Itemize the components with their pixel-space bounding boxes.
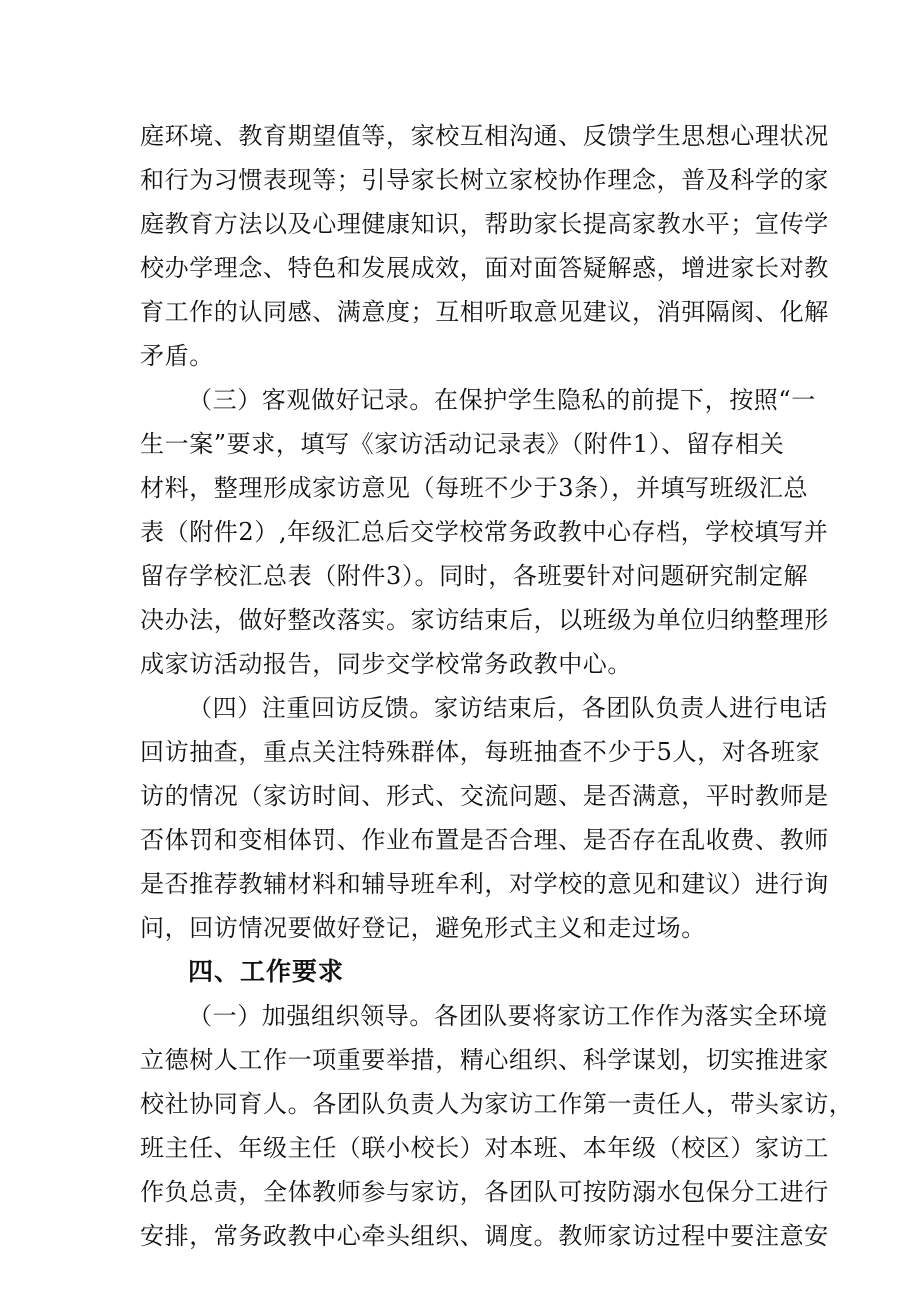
paragraph-line: 班主任、年级主任（联小校长）对本班、本年级（校区）家访工 <box>140 1134 829 1162</box>
paragraph-line: 表（附件2）,年级汇总后交学校常务政教中心存档，学校填写并 <box>140 518 829 546</box>
paragraph-line: 成家访活动报告，同步交学校常务政教中心。 <box>140 650 632 678</box>
paragraph-line: 安排，常务政教中心牵头组织、调度。教师家访过程中要注意安 <box>140 1222 829 1250</box>
paragraph-line: 否体罚和变相体罚、作业布置是否合理、是否存在乱收费、教师 <box>140 826 829 854</box>
paragraph-line: 是否推荐教辅材料和辅导班牟利，对学校的意见和建议）进行询 <box>140 870 829 898</box>
paragraph-line: 立德树人工作一项重要举措，精心组织、科学谋划，切实推进家 <box>140 1046 829 1074</box>
paragraph-line: （四）注重回访反馈。家访结束后，各团队负责人进行电话 <box>188 694 828 722</box>
paragraph-line: 和行为习惯表现等；引导家长树立家校协作理念，普及科学的家 <box>140 166 829 194</box>
paragraph-line: 留存学校汇总表（附件3）。同时，各班要针对问题研究制定解 <box>140 562 809 590</box>
paragraph-line: 访的情况（家访时间、形式、交流问题、是否满意，平时教师是 <box>140 782 829 810</box>
paragraph-line: 育工作的认同感、满意度；互相听取意见建议，消弭隔阂、化解 <box>140 298 829 326</box>
paragraph-line: 作负总责，全体教师参与家访，各团队可按防溺水包保分工进行 <box>140 1178 829 1206</box>
section-heading: 四、工作要求 <box>188 957 345 986</box>
paragraph-line: 决办法，做好整改落实。家访结束后，以班级为单位归纳整理形 <box>140 606 829 634</box>
paragraph-line: （三）客观做好记录。在保护学生隐私的前提下，按照“一 <box>188 386 816 414</box>
paragraph-line: 校社协同育人。各团队负责人为家访工作第一责任人，带头家访， <box>140 1090 854 1118</box>
paragraph-line: 材料，整理形成家访意见（每班不少于3条），并填写班级汇总 <box>140 474 809 502</box>
paragraph-line: 矛盾。 <box>140 342 214 370</box>
paragraph-line: （一）加强组织领导。各团队要将家访工作作为落实全环境 <box>188 1002 828 1030</box>
paragraph-line: 生一案”要求，填写《家访活动记录表》（附件1）、留存相关 <box>140 430 785 458</box>
paragraph-line: 校办学理念、特色和发展成效，面对面答疑解惑，增进家长对教 <box>140 254 829 282</box>
paragraph-line: 回访抽查，重点关注特殊群体，每班抽查不少于5人，对各班家 <box>140 738 821 766</box>
paragraph-line: 庭环境、教育期望值等，家校互相沟通、反馈学生思想心理状况 <box>140 122 829 150</box>
paragraph-line: 问，回访情况要做好登记，避免形式主义和走过场。 <box>140 914 706 942</box>
paragraph-line: 庭教育方法以及心理健康知识，帮助家长提高家教水平；宣传学 <box>140 210 829 238</box>
